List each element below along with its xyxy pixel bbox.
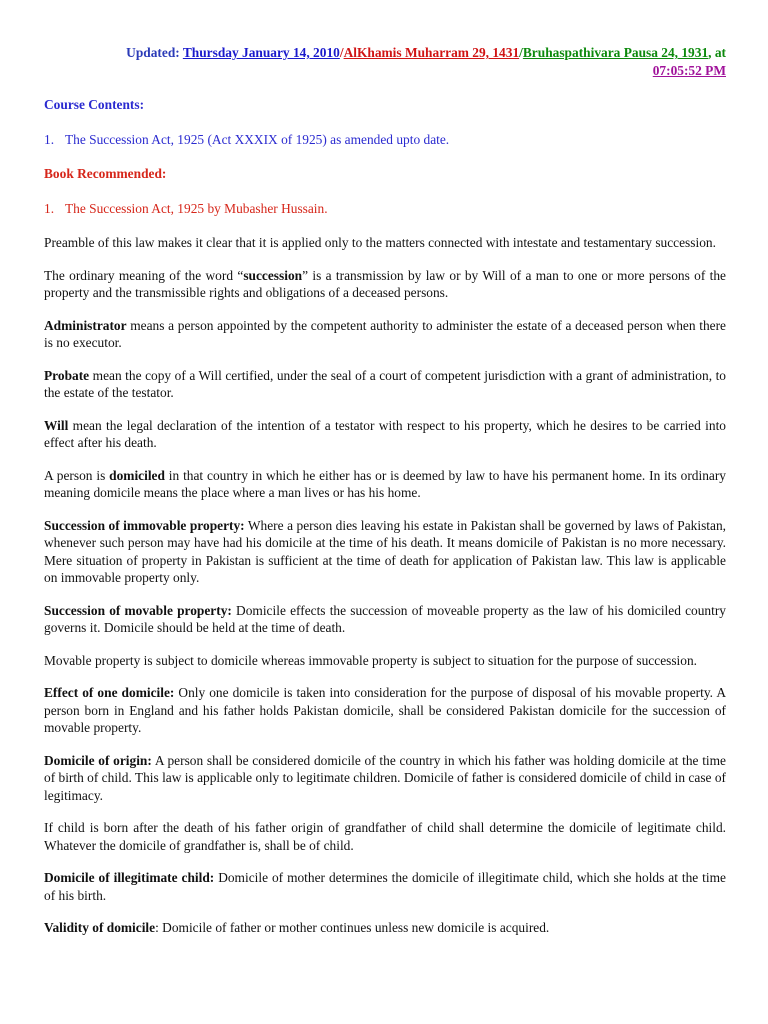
paragraph-text: mean the legal declaration of the intention of a testator with respect to his property, which he desires to be carried into effect after his death. xyxy=(44,417,726,450)
paragraph-text: Movable property is subject to domicile whereas immovable property is subject to situation for the purpose of succession. xyxy=(44,652,698,668)
paragraph-text: ” is a transmission by law or by Will of a man to one or more persons of the property and the transmissible rights and obligations of a deceased persons. xyxy=(44,267,727,300)
paragraph-succession xyxy=(44,267,726,302)
paragraph-text: mean the copy of a Will certified, under the seal of a court of competent jurisdiction with a grant of administration, to the estate of the testator. xyxy=(44,367,726,400)
date-islamic-link[interactable]: AlKhamis Muharram 29, 1431 xyxy=(343,45,520,60)
term-domiciled: domiciled xyxy=(109,467,165,483)
paragraph-validity-domicile xyxy=(44,919,726,937)
paragraph-text: Domicile of mother determines the domicile of illegitimate child, which she holds at the time of his birth. xyxy=(44,870,726,903)
paragraph-text: means a person appointed by the competent authority to administer the estate of a deceased person when there is no executor. xyxy=(44,317,726,350)
course-contents-heading: Course Contents: xyxy=(44,97,145,112)
paragraph-illegitimate-child xyxy=(44,869,726,904)
paragraph-movable-vs-immovable xyxy=(44,652,726,670)
term-validity-domicile: Validity of domicile xyxy=(44,920,156,935)
paragraph-probate xyxy=(44,367,726,402)
paragraph-text: in that country in which he either has or is deemed by law to have his permanent home. In its ordinary meaning domicile means the place where a man lives or has his home. xyxy=(44,467,726,500)
paragraph-administrator xyxy=(44,317,726,352)
paragraph-text: A person is xyxy=(44,467,110,483)
list-number: 1. xyxy=(44,201,55,216)
term-one-domicile: Effect of one domicile: xyxy=(44,685,175,700)
term-movable-property: Succession of movable property: xyxy=(44,602,232,618)
list-number: 1. xyxy=(44,132,55,147)
term-illegitimate-child: Domicile of illegitimate child: xyxy=(44,870,215,885)
book-list-item xyxy=(44,200,726,217)
paragraph-posthumous-child xyxy=(44,819,726,854)
term-administrator: Administrator xyxy=(44,317,127,333)
updated-line xyxy=(66,44,726,80)
paragraph-text: If child is born after the death of his father origin of grandfather of child shall determine the domicile of legitimate child. Whatever the domicile of grandfather is, shall be of child. xyxy=(44,820,726,853)
paragraph-movable-property xyxy=(44,602,726,637)
paragraph-domiciled xyxy=(44,467,726,502)
term-domicile-origin: Domicile of origin: xyxy=(44,752,152,768)
paragraph-immovable-property xyxy=(44,517,726,587)
paragraph-preamble xyxy=(44,234,726,252)
paragraph-text: Preamble of this law makes it clear that it is applied only to the matters connected with intestate and testamentary succession. xyxy=(44,235,716,250)
term-immovable-property: Succession of immovable property: xyxy=(44,517,245,533)
paragraph-text: Only one domicile is taken into consideration for the purpose of disposal of his movable property. A person born in England and his father holds Pakistan domicile, shall be considered Pakistan domicile for the succession of movable property. xyxy=(44,685,726,735)
updated-label: Updated: xyxy=(126,45,180,60)
paragraph-domicile-origin xyxy=(44,752,726,805)
separator: / xyxy=(519,45,523,60)
at-label: , at xyxy=(708,45,726,60)
course-list-item xyxy=(44,131,726,148)
separator: / xyxy=(339,45,344,60)
date-english-link[interactable]: Thursday January 14, 2010 xyxy=(182,45,340,60)
paragraph-one-domicile xyxy=(44,684,726,737)
term-probate: Probate xyxy=(44,367,90,383)
paragraph-text: The ordinary meaning of the word “ xyxy=(44,267,244,283)
list-text: The Succession Act, 1925 (Act XXXIX of 1925) as amended upto date. xyxy=(65,132,450,147)
term-succession: succession xyxy=(243,267,303,283)
paragraph-will xyxy=(44,417,726,452)
document-body xyxy=(44,96,726,952)
book-recommended-heading: Book Recommended: xyxy=(44,166,167,181)
paragraph-text: A person shall be considered domicile of the country in which his father was holding domicile at the time of birth of child. This law is applicable only to legitimate children. Domicile of father is considered domicile of child in case of legitimacy. xyxy=(44,752,726,803)
paragraph-text: Where a person dies leaving his estate in Pakistan shall be governed by laws of Pakistan, whenever such person may have had his domicile at the time of his death. It means domicile of Pakistan is no more necessary. Mere situation of property in Pakistan is sufficient at the time of death for application of Pakistan law. This law is applicable on immovable property only. xyxy=(44,517,726,585)
time-link[interactable]: 07:05:52 PM xyxy=(652,63,726,78)
paragraph-text: : Domicile of father or mother continues unless new domicile is acquired. xyxy=(155,920,550,935)
term-will: Will xyxy=(44,417,69,433)
list-text: The Succession Act, 1925 by Mubasher Hussain. xyxy=(65,201,328,216)
paragraph-text: Domicile effects the succession of moveable property as the law of his domiciled country governs it. Domicile should be held at the time of death. xyxy=(44,602,727,635)
date-indian-link[interactable]: Bruhaspathivara Pausa 24, 1931 xyxy=(522,45,709,60)
